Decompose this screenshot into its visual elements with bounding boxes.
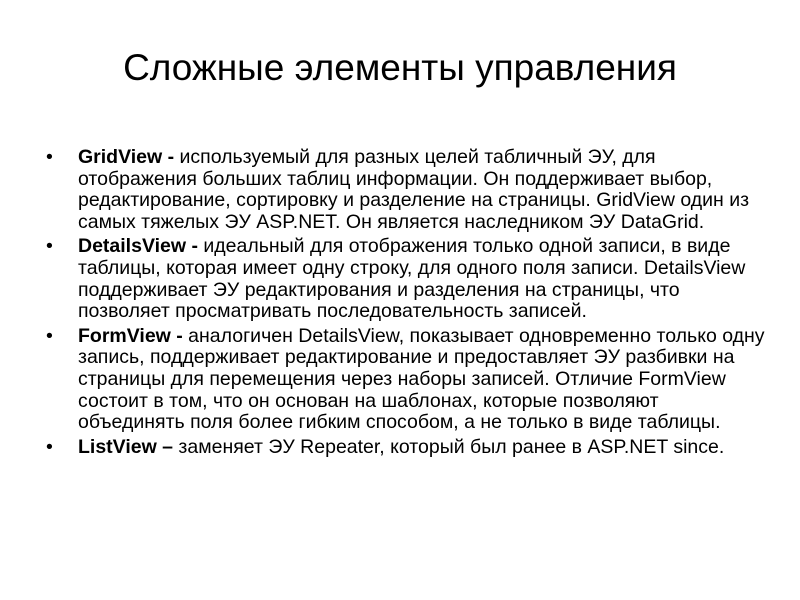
list-item-detailsview — [46, 236, 766, 323]
list-item-listview — [46, 437, 766, 459]
bullet-icon: • — [46, 435, 53, 458]
term-detailsview: DetailsView - — [78, 235, 198, 258]
description-gridview: используемый для разных целей табличный ЭУ, для отображения больших таблиц информации. Он поддерживает выбор, редактирование, сортировку и разделение на страницы. GridView один из самых тяжелых ЭУ ASP.NET. Он является наследником ЭУ DataGrid. — [78, 146, 750, 234]
description-detailsview: идеальный для отображения только одной записи, в виде таблицы, которая имеет одну строку, для одного поля записи. DetailsView поддерживает ЭУ редактирования и разделения на страницы, что позволяет просматривать последовательность записей. — [78, 235, 746, 323]
bullet-icon: • — [46, 146, 53, 168]
bullet-icon: • — [46, 324, 53, 347]
list-item-formview — [46, 326, 766, 435]
term-listview: ListView – — [78, 435, 174, 458]
bullet-list — [46, 147, 766, 461]
term-gridview: GridView - — [78, 146, 175, 168]
list-item-gridview — [46, 147, 766, 234]
term-formview: FormView - — [78, 324, 183, 347]
description-listview: заменяет ЭУ Repeater, который был ранее в ASP.NET since. — [173, 435, 725, 458]
description-formview: аналогичен DetailsView, показывает одновременно только одну запись, поддерживает редактирование и предоставляет ЭУ разбивки на страницы для перемещения через наборы записей. Отличие FormView состоит в том, что он основан на шаблонах, которые позволяют объединять поля более гибким способом, а не только в виде таблицы. — [78, 324, 765, 434]
bullet-icon: • — [46, 235, 53, 258]
slide-title: Сложные элементы управления — [123, 47, 677, 88]
